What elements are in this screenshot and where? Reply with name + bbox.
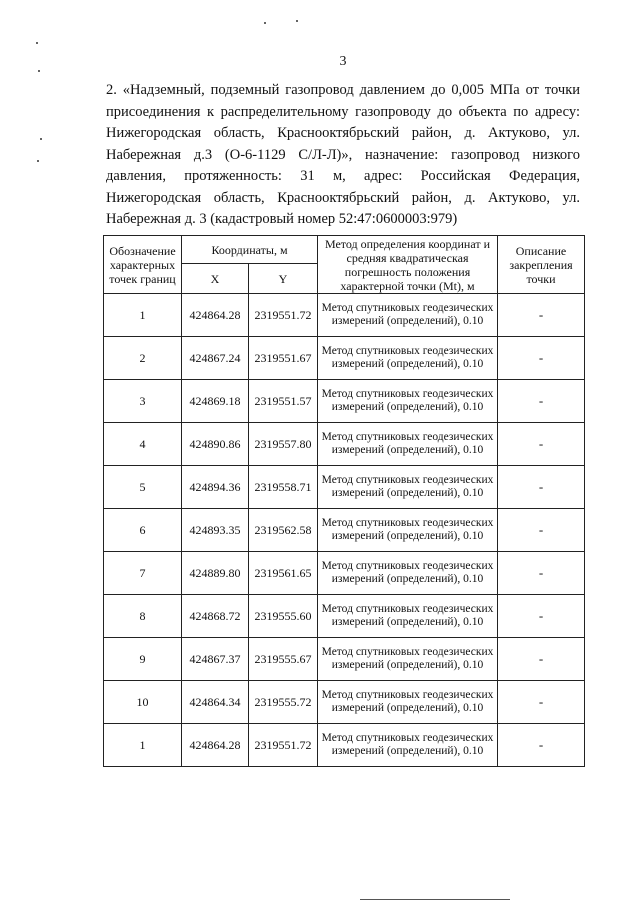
y-coordinate-cell: 2319551.67 <box>249 337 318 380</box>
point-number-cell: 10 <box>104 681 182 724</box>
scan-speck <box>40 138 42 140</box>
y-coordinate-cell: 2319555.67 <box>249 638 318 681</box>
y-coordinate-cell: 2319551.57 <box>249 380 318 423</box>
description-cell: - <box>498 380 585 423</box>
header-coordinates: Координаты, м <box>182 236 318 264</box>
scan-speck <box>264 22 266 24</box>
method-cell: Метод спутниковых геодезических измерений (определений), 0.10 <box>318 552 498 595</box>
point-number-cell: 3 <box>104 380 182 423</box>
description-cell: - <box>498 337 585 380</box>
x-coordinate-cell: 424867.37 <box>182 638 249 681</box>
description-cell: - <box>498 638 585 681</box>
x-coordinate-cell: 424869.18 <box>182 380 249 423</box>
bottom-rule <box>360 899 510 900</box>
method-cell: Метод спутниковых геодезических измерений (определений), 0.10 <box>318 681 498 724</box>
point-number-cell: 9 <box>104 638 182 681</box>
header-method: Метод определения координат и средняя квадратическая погрешность положения характерной точки (Mt), м <box>318 236 498 294</box>
y-coordinate-cell: 2319551.72 <box>249 294 318 337</box>
header-y: Y <box>249 264 318 294</box>
table-row <box>104 595 585 638</box>
page-number: 3 <box>339 54 347 69</box>
method-cell: Метод спутниковых геодезических измерений (определений), 0.10 <box>318 509 498 552</box>
point-number-cell: 7 <box>104 552 182 595</box>
x-coordinate-cell: 424894.36 <box>182 466 249 509</box>
method-cell: Метод спутниковых геодезических измерений (определений), 0.10 <box>318 595 498 638</box>
description-cell: - <box>498 509 585 552</box>
scan-speck <box>296 20 298 22</box>
object-description-paragraph: 2. «Надземный, подземный газопровод давлением до 0,005 МПа от точки присоединения к распределительному газопроводу до объекта по адресу: Нижегородская область, Краснооктябрьский район, д. Актуково, ул. Набережная д.3 (О-6-1129 С/Л-Л)», назначение: газопровод низкого давления, протяженность: 31 м, адрес: Российская Федерация, Нижегородская область, Краснооктябрьский район, д. Актуково, ул. Набережная д. 3 (кадастровый номер 52:47:0600003:979) <box>106 82 580 227</box>
y-coordinate-cell: 2319557.80 <box>249 423 318 466</box>
point-number-cell: 5 <box>104 466 182 509</box>
table-row <box>104 294 585 337</box>
table-row <box>104 638 585 681</box>
y-coordinate-cell: 2319555.60 <box>249 595 318 638</box>
y-coordinate-cell: 2319551.72 <box>249 724 318 767</box>
y-coordinate-cell: 2319561.65 <box>249 552 318 595</box>
method-cell: Метод спутниковых геодезических измерений (определений), 0.10 <box>318 466 498 509</box>
x-coordinate-cell: 424890.86 <box>182 423 249 466</box>
point-number-cell: 6 <box>104 509 182 552</box>
y-coordinate-cell: 2319558.71 <box>249 466 318 509</box>
scan-speck <box>38 70 40 72</box>
scan-speck <box>37 160 39 162</box>
point-number-cell: 1 <box>104 294 182 337</box>
table-row <box>104 380 585 423</box>
x-coordinate-cell: 424864.28 <box>182 294 249 337</box>
x-coordinate-cell: 424864.28 <box>182 724 249 767</box>
header-designation: Обозначение характерных точек границ <box>104 236 182 294</box>
scan-speck <box>36 42 38 44</box>
method-cell: Метод спутниковых геодезических измерений (определений), 0.10 <box>318 423 498 466</box>
x-coordinate-cell: 424889.80 <box>182 552 249 595</box>
method-cell: Метод спутниковых геодезических измерений (определений), 0.10 <box>318 638 498 681</box>
table-row <box>104 681 585 724</box>
table-row <box>104 552 585 595</box>
point-number-cell: 2 <box>104 337 182 380</box>
header-description: Описание закрепления точки <box>498 236 585 294</box>
method-cell: Метод спутниковых геодезических измерений (определений), 0.10 <box>318 380 498 423</box>
method-cell: Метод спутниковых геодезических измерений (определений), 0.10 <box>318 724 498 767</box>
method-cell: Метод спутниковых геодезических измерений (определений), 0.10 <box>318 294 498 337</box>
method-cell: Метод спутниковых геодезических измерений (определений), 0.10 <box>318 337 498 380</box>
description-cell: - <box>498 294 585 337</box>
table-row <box>104 509 585 552</box>
x-coordinate-cell: 424893.35 <box>182 509 249 552</box>
table-row <box>104 466 585 509</box>
description-cell: - <box>498 423 585 466</box>
coordinates-table-body <box>104 294 585 767</box>
point-number-cell: 4 <box>104 423 182 466</box>
description-cell: - <box>498 681 585 724</box>
y-coordinate-cell: 2319562.58 <box>249 509 318 552</box>
header-x: X <box>182 264 249 294</box>
description-cell: - <box>498 595 585 638</box>
y-coordinate-cell: 2319555.72 <box>249 681 318 724</box>
table-row <box>104 724 585 767</box>
description-cell: - <box>498 724 585 767</box>
x-coordinate-cell: 424867.24 <box>182 337 249 380</box>
description-cell: - <box>498 466 585 509</box>
point-number-cell: 8 <box>104 595 182 638</box>
table-row <box>104 423 585 466</box>
point-number-cell: 1 <box>104 724 182 767</box>
table-row <box>104 337 585 380</box>
description-cell: - <box>498 552 585 595</box>
coordinates-table <box>103 235 585 767</box>
x-coordinate-cell: 424868.72 <box>182 595 249 638</box>
x-coordinate-cell: 424864.34 <box>182 681 249 724</box>
